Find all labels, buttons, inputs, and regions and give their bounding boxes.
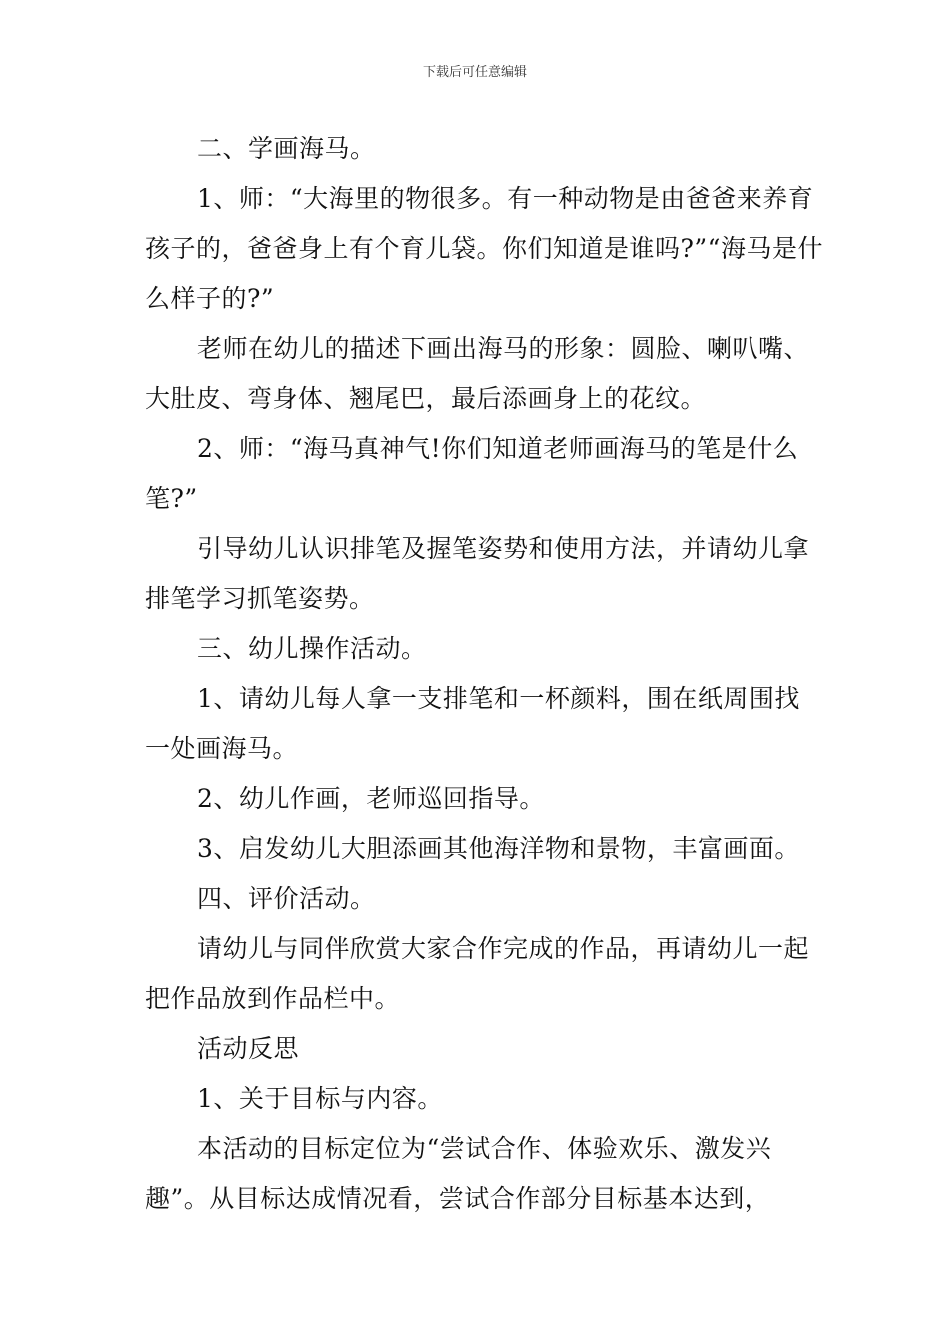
paragraph: 二、学画海马。 [197, 134, 376, 163]
paragraph: 3、启发幼儿大胆添画其他海洋物和景物，丰富画面。 [197, 834, 800, 863]
paragraph: 老师在幼儿的描述下画出海马的形象：圆脸、喇叭嘴、大肚皮、弯身体、翘尾巴，最后添画身上的花纹。 [145, 334, 810, 413]
paragraph: 活动反思 [197, 1034, 300, 1063]
paragraph: 1、师：“大海里的物很多。有一种动物是由爸爸来养育孩子的，爸爸身上有个育儿袋。你们知道是谁吗?”“海马是什么样子的?” [145, 184, 823, 313]
paragraph: 本活动的目标定位为“尝试合作、体验欢乐、激发兴趣”。从目标达成情况看，尝试合作部分目标基本达到， [145, 1134, 772, 1213]
paragraph: 1、关于目标与内容。 [197, 1084, 443, 1113]
page-header-note: 下载后可任意编辑 [422, 65, 527, 80]
paragraph: 三、幼儿操作活动。 [197, 634, 427, 663]
paragraph: 2、幼儿作画，老师巡回指导。 [197, 784, 545, 813]
paragraph: 请幼儿与同伴欣赏大家合作完成的作品，再请幼儿一起把作品放到作品栏中。 [145, 934, 810, 1013]
paragraph: 引导幼儿认识排笔及握笔姿势和使用方法，并请幼儿拿排笔学习抓笔姿势。 [145, 534, 810, 613]
document-body [145, 124, 825, 1224]
paragraph: 2、师：“海马真神气!你们知道老师画海马的笔是什么笔?” [145, 434, 799, 513]
paragraph: 四、评价活动。 [197, 884, 376, 913]
paragraph: 1、请幼儿每人拿一支排笔和一杯颜料，围在纸周围找一处画海马。 [145, 684, 800, 763]
